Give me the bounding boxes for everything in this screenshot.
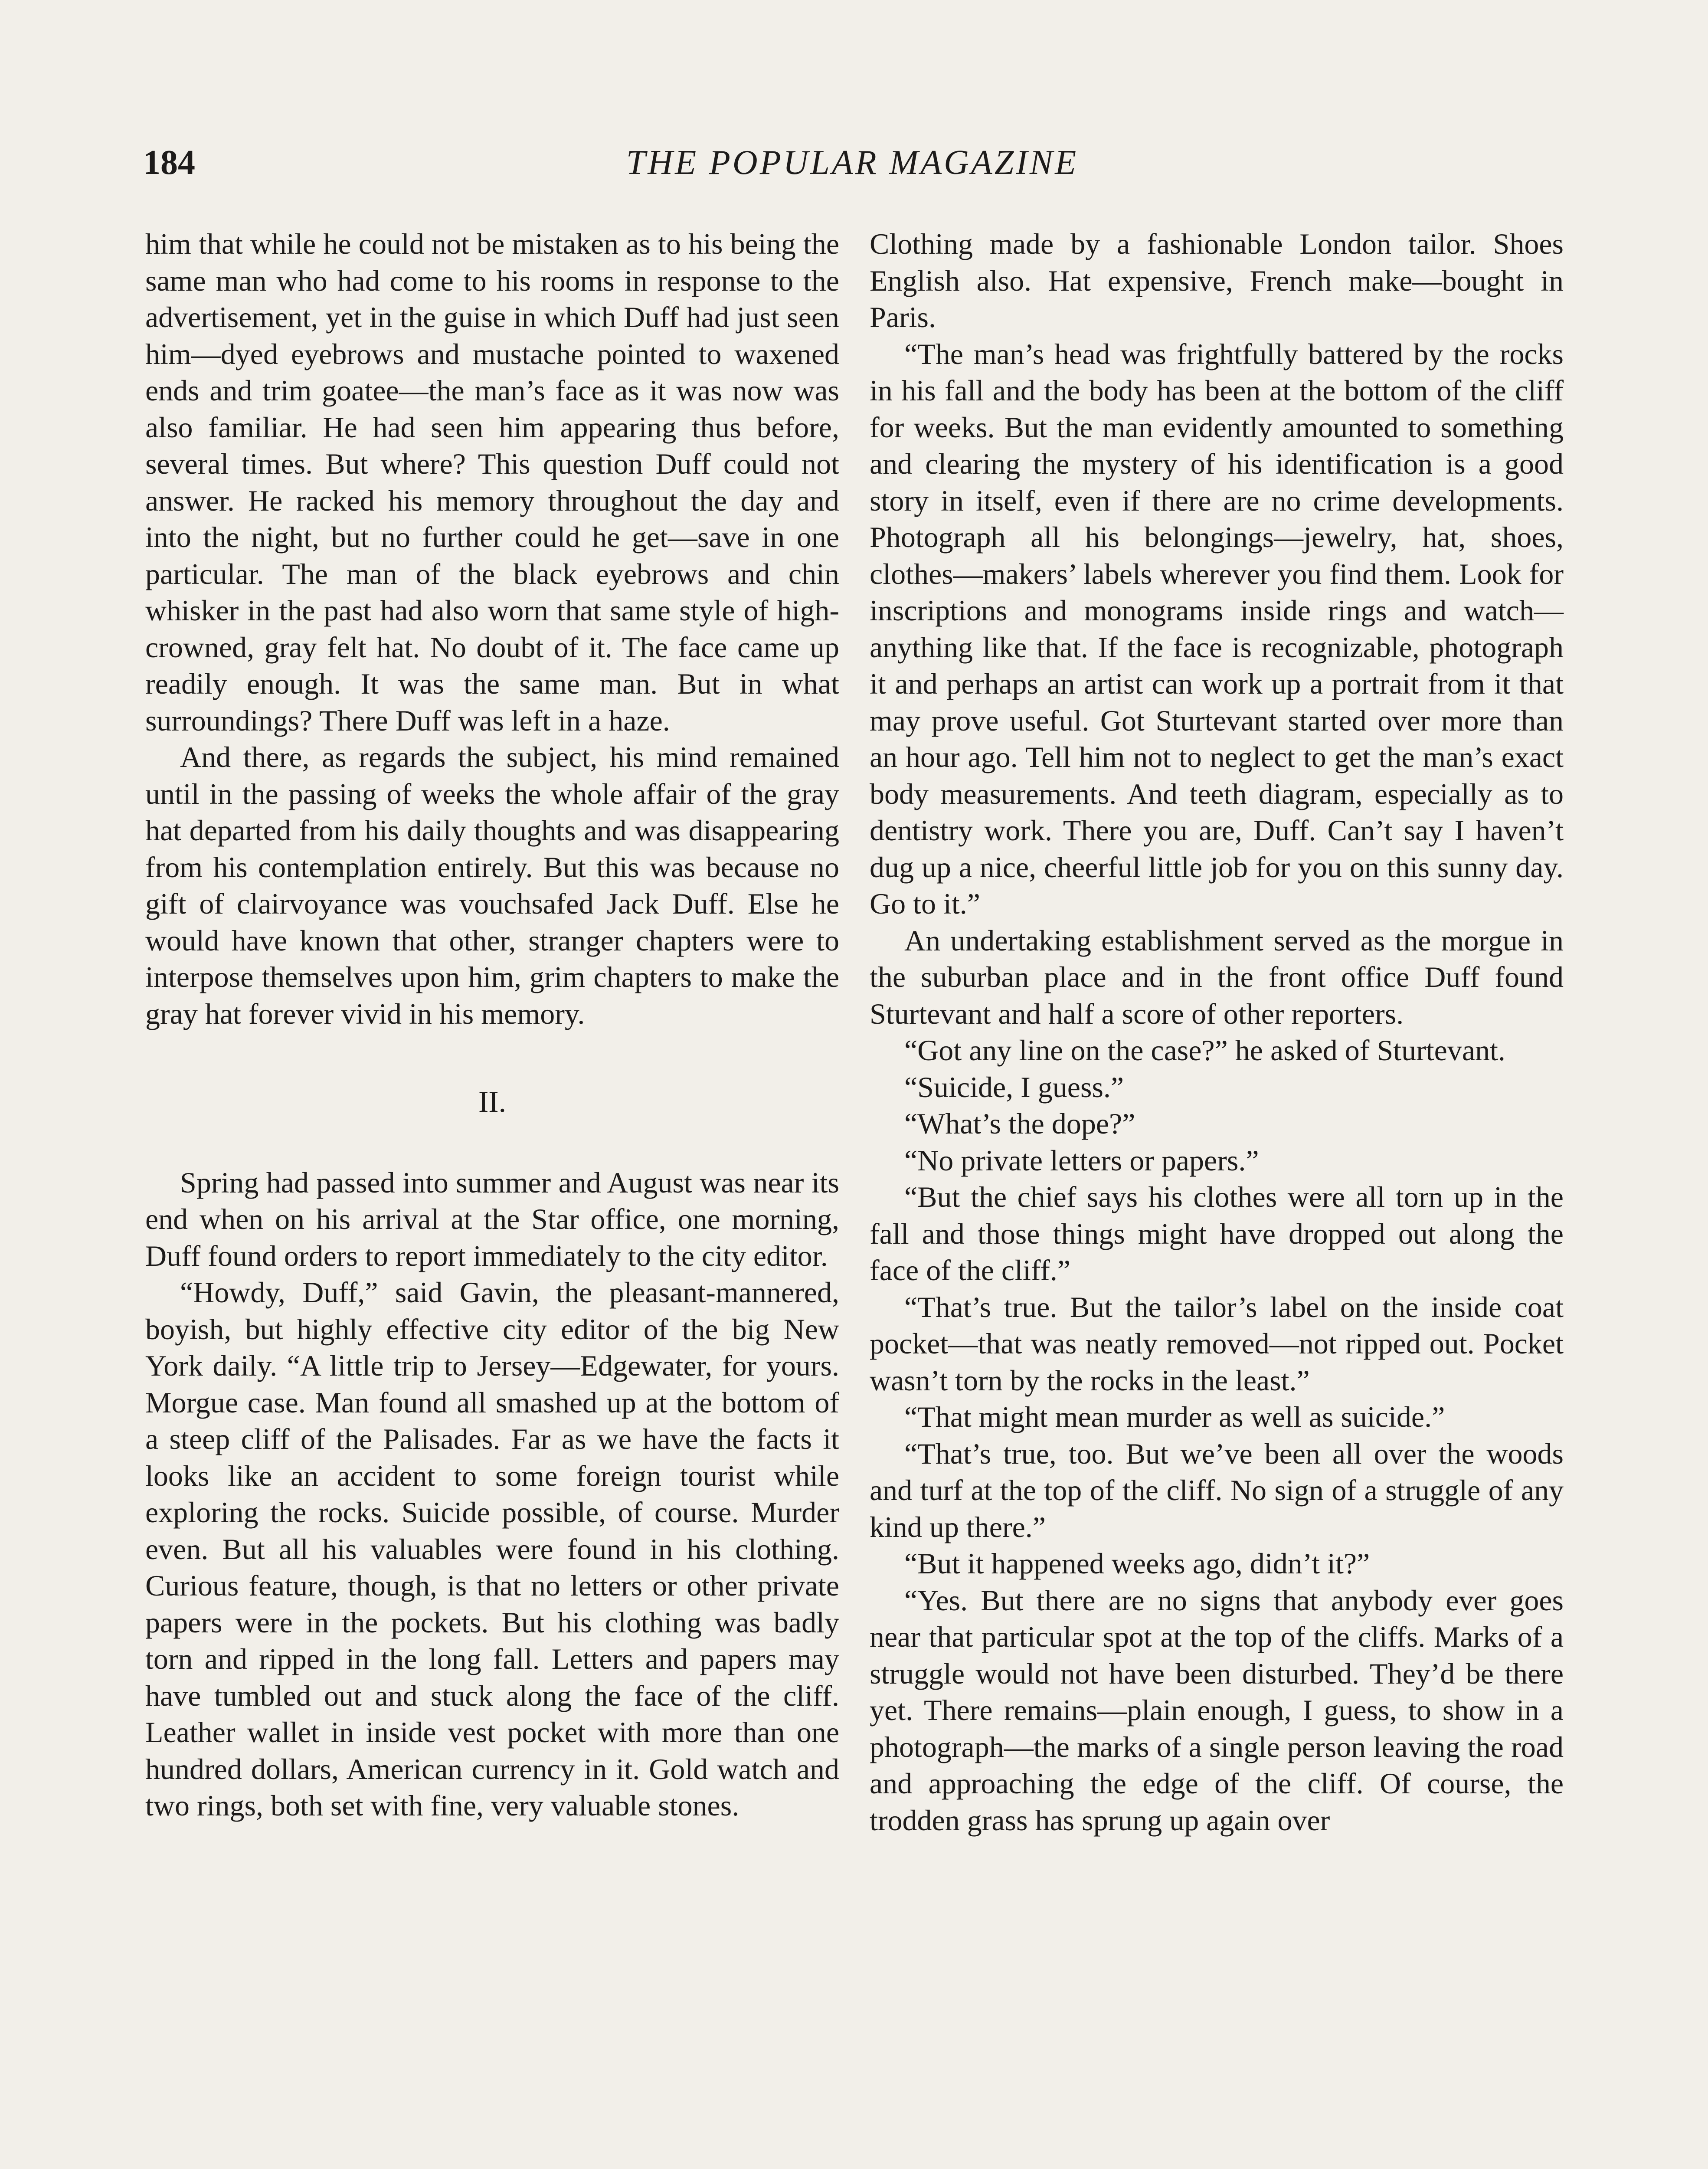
running-title: THE POPULAR MAGAZINE [626, 144, 1079, 182]
paragraph: And there, as regards the subject, his mind remained until in the passing of weeks the whole affair of the gray hat departed from his daily thoughts and was disappearing from his contemplation entirely. But this was because no gift of clairvoyance was vouchsafed Jack Duff. Else he would have known that other, stranger chapters were to interpose themselves upon him, grim chapters to make the gray hat forever vivid in his memory. [145, 740, 839, 1030]
paragraph: “What’s the dope?” [904, 1107, 1135, 1140]
section-heading: II. [478, 1085, 507, 1119]
page-number: 184 [143, 144, 195, 182]
paragraph: him that while he could not be mistaken as to his being the same man who had come to his rooms in response to the advertisement, yet in the guise in which Duff had just seen him—dyed eyebrows and mustache pointed to waxened ends and trim goatee—the man’s face as it was now was also familiar. He had seen him appearing thus before, several times. But where? This question Duff could not answer. He racked his memory throughout the day and into the night, but no further could he get—save in one particular. The man of the black eyebrows and chin whisker in the past had also worn that same style of high-crowned, gray felt hat. No doubt of it. The face came up readily enough. It was the same man. But in what surroundings? There Duff was left in a haze. [145, 227, 839, 737]
paragraph: “Suicide, I guess.” [904, 1070, 1124, 1104]
paragraph: “Yes. But there are no signs that anybody ever goes near that particular spot at the top of the cliffs. Marks of a struggle would not have been disturbed. They’d be there yet. There remains—plain enough, I guess, to show in a photograph—the marks of a single person leaving the road and approaching the edge of the cliff. Of course, the trodden grass has sprung up again over [870, 1583, 1564, 1837]
paragraph: “But the chief says his clothes were all torn up in the fall and those things might have dropped out along the face of the cliff.” [870, 1180, 1564, 1287]
paragraph: “That’s true, too. But we’ve been all over the woods and turf at the top of the cliff. No sign of a struggle of any kind up there.” [870, 1437, 1564, 1543]
paragraph: “That’s true. But the tailor’s label on the inside coat pocket—that was neatly removed—not ripped out. Pocket wasn’t torn by the rocks in the least.” [870, 1290, 1564, 1397]
right-text-column [870, 226, 1564, 1838]
paragraph: “The man’s head was frightfully battered by the rocks in his fall and the body has been at the bottom of the cliff for weeks. But the man evidently amounted to something and clearing the mystery of his identification is a good story in itself, even if there are no crime developments. Photograph all his belongings—jewelry, hat, shoes, clothes—makers’ labels wherever you find them. Look for inscriptions and monograms inside rings and watch—anything like that. If the face is recognizable, photograph it and perhaps an artist can work up a portrait from it that may prove useful. Got Sturtevant started over more than an hour ago. Tell him not to neglect to get the man’s exact body measurements. And teeth diagram, especially as to dentistry work. There you are, Duff. Can’t say I haven’t dug up a nice, cheerful little job for you on this sunny day. Go to it.” [870, 337, 1564, 920]
paragraph: Clothing made by a fashionable London tailor. Shoes English also. Hat expensive, French make—bought in Paris. [870, 227, 1564, 334]
paragraph: “That might mean murder as well as suicide.” [904, 1400, 1445, 1433]
paragraph: An undertaking establishment served as the morgue in the suburban place and in the front office Duff found Sturtevant and half a score of other reporters. [870, 924, 1564, 1030]
page-header [143, 143, 1561, 195]
left-text-column [145, 226, 839, 1824]
paragraph: “But it happened weeks ago, didn’t it?” [904, 1547, 1370, 1580]
paragraph: Spring had passed into summer and August was near its end when on his arrival at the Star office, one morning, Duff found orders to report immediately to the city editor. [145, 1166, 839, 1272]
paragraph: “No private letters or papers.” [904, 1143, 1259, 1177]
paragraph: “Howdy, Duff,” said Gavin, the pleasant-mannered, boyish, but highly effective city editor of the big New York daily. “A little trip to Jersey—Edgewater, for yours. Morgue case. Man found all smashed up at the bottom of a steep cliff of the Palisades. Far as we have the facts it looks like an accident to some foreign tourist while exploring the rocks. Suicide possible, of course. Murder even. But all his valuables were found in his clothing. Curious feature, though, is that no letters or other private papers were in the pockets. But his clothing was badly torn and ripped in the long fall. Letters and papers may have tumbled out and stuck along the face of the cliff. Leather wallet in inside vest pocket with more than one hundred dollars, American currency in it. Gold watch and two rings, both set with fine, very valuable stones. [145, 1276, 839, 1822]
paragraph: “Got any line on the case?” he asked of Sturtevant. [904, 1034, 1505, 1067]
